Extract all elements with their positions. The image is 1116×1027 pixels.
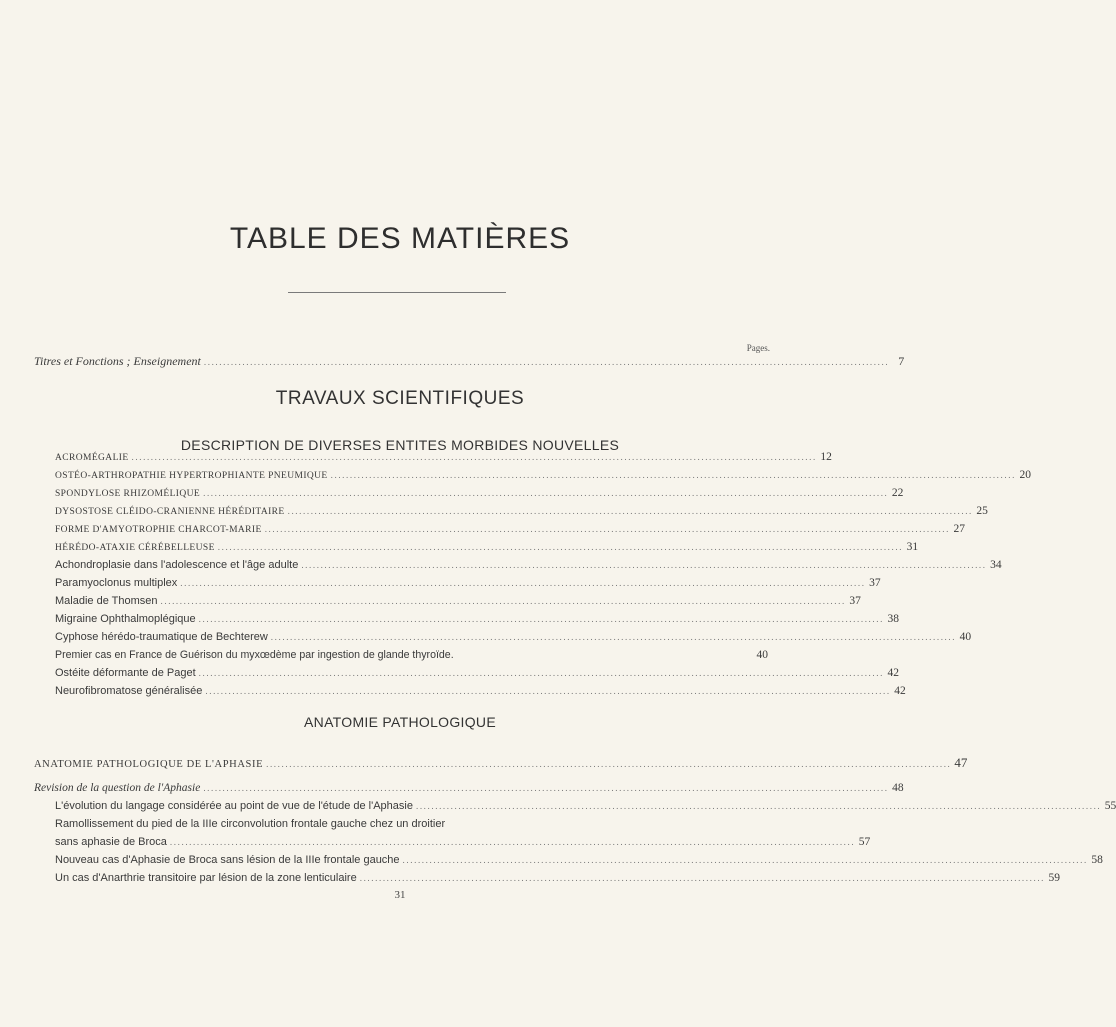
toc-entry-label: Paramyoclonus multiplex (55, 577, 178, 589)
toc-entry-label: Migraine Ophthalmoplégique (55, 613, 196, 625)
toc-entry (55, 833, 871, 851)
section-heading-travaux: TRAVAUX SCIENTIFIQUES (275, 388, 525, 409)
page-number: 31 (394, 889, 406, 901)
toc-entry-page: 20 (1019, 469, 1031, 481)
toc-entry (55, 448, 832, 466)
dot-leader: .................................................................................................................................................................................. (415, 801, 1102, 811)
page-title: TABLE DES MATIÈRES (229, 222, 571, 255)
toc-entry-label: OSTÉO-ARTHROPATHIE HYPERTROPHIANTE PNEUMIQUE (55, 471, 328, 481)
toc-entry-label: sans aphasie de Broca (55, 836, 167, 848)
toc-entry-label: DYSOSTOSE CLÉIDO-CRANIENNE HÉRÉDITAIRE (55, 507, 285, 517)
dot-leader: .................................................................................................................................................................................. (264, 524, 951, 534)
toc-entry-page: 59 (1048, 872, 1061, 884)
toc-entry-label: Un cas d'Anarthrie transitoire par lésion de la zone lenticulaire (55, 872, 357, 884)
dot-leader: .................................................................................................................................................................................. (402, 855, 1088, 865)
dot-leader: .................................................................................................................................................................................. (301, 560, 987, 570)
dot-leader: .................................................................................................................................................................................. (270, 632, 957, 642)
toc-entry (55, 628, 972, 646)
toc-entry (55, 851, 1103, 869)
toc-entry-page: 7 (898, 354, 905, 368)
toc-entry (55, 592, 861, 610)
dot-leader: .................................................................................................................................................................................. (330, 470, 1016, 480)
toc-entry-page: 55 (1104, 800, 1116, 812)
toc-entry-page: 42 (887, 667, 899, 679)
toc-entry (55, 869, 1061, 887)
toc-entry-page: 34 (990, 559, 1002, 571)
toc-entry-label: Titres et Fonctions ; Enseignement (34, 354, 201, 368)
toc-entry (55, 556, 1002, 574)
toc-entry-page: 31 (906, 541, 919, 553)
pages-column-label: Pages. (746, 343, 770, 353)
toc-entry (55, 466, 1031, 484)
toc-entry (55, 538, 919, 556)
toc-entry (55, 520, 966, 538)
toc-entry-label: FORME D'AMYOTROPHIE CHARCOT-MARIE (55, 525, 262, 535)
dot-leader: .................................................................................................................................................................................. (359, 873, 1046, 883)
toc-entry-label-wrapped: Ramollissement du pied de la IIIe circonvolution frontale gauche chez un droitier (55, 818, 446, 830)
toc-entry (55, 574, 881, 592)
toc-entry-label: Cyphose hérédo-traumatique de Bechterew (55, 631, 268, 643)
toc-entry-page: 38 (887, 613, 899, 625)
toc-entry-label: ANATOMIE PATHOLOGIQUE DE L'APHASIE (34, 759, 264, 770)
toc-entry (55, 682, 906, 700)
toc-entry-label: HÉRÉDO-ATAXIE CÉRÉBELLEUSE (55, 543, 215, 553)
toc-entry-label: Maladie de Thomsen (55, 595, 158, 607)
toc-entry-label: Ostéite déformante de Paget (55, 667, 196, 679)
dot-leader: .................................................................................................................................................................................. (266, 759, 952, 769)
toc-entry-label: SPONDYLOSE RHIZOMÉLIQUE (55, 489, 201, 499)
toc-entry (55, 484, 904, 502)
title-rule (288, 292, 506, 293)
toc-entry-page: 37 (869, 577, 881, 589)
toc-entry-page: 37 (849, 595, 861, 607)
dot-leader: .................................................................................................................................................................................. (198, 614, 884, 624)
toc-entry-page: 58 (1091, 854, 1103, 866)
toc-entry-page: 12 (820, 451, 832, 463)
dot-leader: .................................................................................................................................................................................. (203, 357, 890, 367)
toc-entry-label: Revision de la question de l'Aphasie (34, 782, 201, 794)
toc-entry-page: 57 (858, 836, 871, 848)
toc-entry (55, 664, 899, 682)
toc-entry-page: 48 (892, 782, 904, 794)
toc-entry-page: 42 (894, 685, 906, 697)
toc-entry-page: 47 (954, 755, 968, 770)
toc-entry-page: 25 (976, 505, 988, 517)
dot-leader: .................................................................................................................................................................................. (203, 488, 889, 498)
toc-entry (55, 646, 768, 664)
toc-entry-page: 40 (959, 631, 972, 643)
section-heading-description: DESCRIPTION DE DIVERSES ENTITES MORBIDES NOUVELLES (180, 437, 620, 453)
toc-entry-anatomie-aphasie (34, 754, 968, 772)
dot-leader: .................................................................................................................................................................................. (131, 452, 817, 462)
toc-entry-label: Nouveau cas d'Aphasie de Broca sans lésion de la IIIe frontale gauche (55, 854, 400, 866)
toc-entry (55, 502, 988, 520)
section-heading-anatomie: ANATOMIE PATHOLOGIQUE (304, 714, 496, 730)
toc-entry-label: Premier cas en France de Guérison du myxœdème par ingestion de glande thyroïde. (55, 649, 454, 661)
toc-entry-titres (34, 352, 905, 370)
toc-entry-label: Achondroplasie dans l'adolescence et l'âge adulte (55, 559, 299, 571)
toc-entry (55, 610, 899, 628)
toc-entry (55, 797, 1116, 815)
toc-entry-label: Neurofibromatose généralisée (55, 685, 203, 697)
dot-leader: .................................................................................................................................................................................. (287, 506, 973, 516)
toc-entry-label: L'évolution du langage considérée au point de vue de l'étude de l'Aphasie (55, 800, 413, 812)
dot-leader: .................................................................................................................................................................................. (203, 783, 889, 793)
dot-leader: .................................................................................................................................................................................. (205, 686, 891, 696)
toc-entry-label: ACROMÉGALIE (55, 453, 129, 463)
dot-leader: .................................................................................................................................................................................. (180, 578, 866, 588)
toc-entry-page: 40 (756, 649, 768, 661)
dot-leader: .................................................................................................................................................................................. (217, 542, 904, 552)
dot-leader: .................................................................................................................................................................................. (160, 596, 846, 606)
toc-entry-revision (34, 779, 904, 797)
toc-entry-page: 27 (953, 523, 966, 535)
dot-leader: .................................................................................................................................................................................. (198, 668, 884, 678)
toc-entry-page: 22 (891, 487, 904, 499)
dot-leader: .................................................................................................................................................................................. (169, 837, 856, 847)
